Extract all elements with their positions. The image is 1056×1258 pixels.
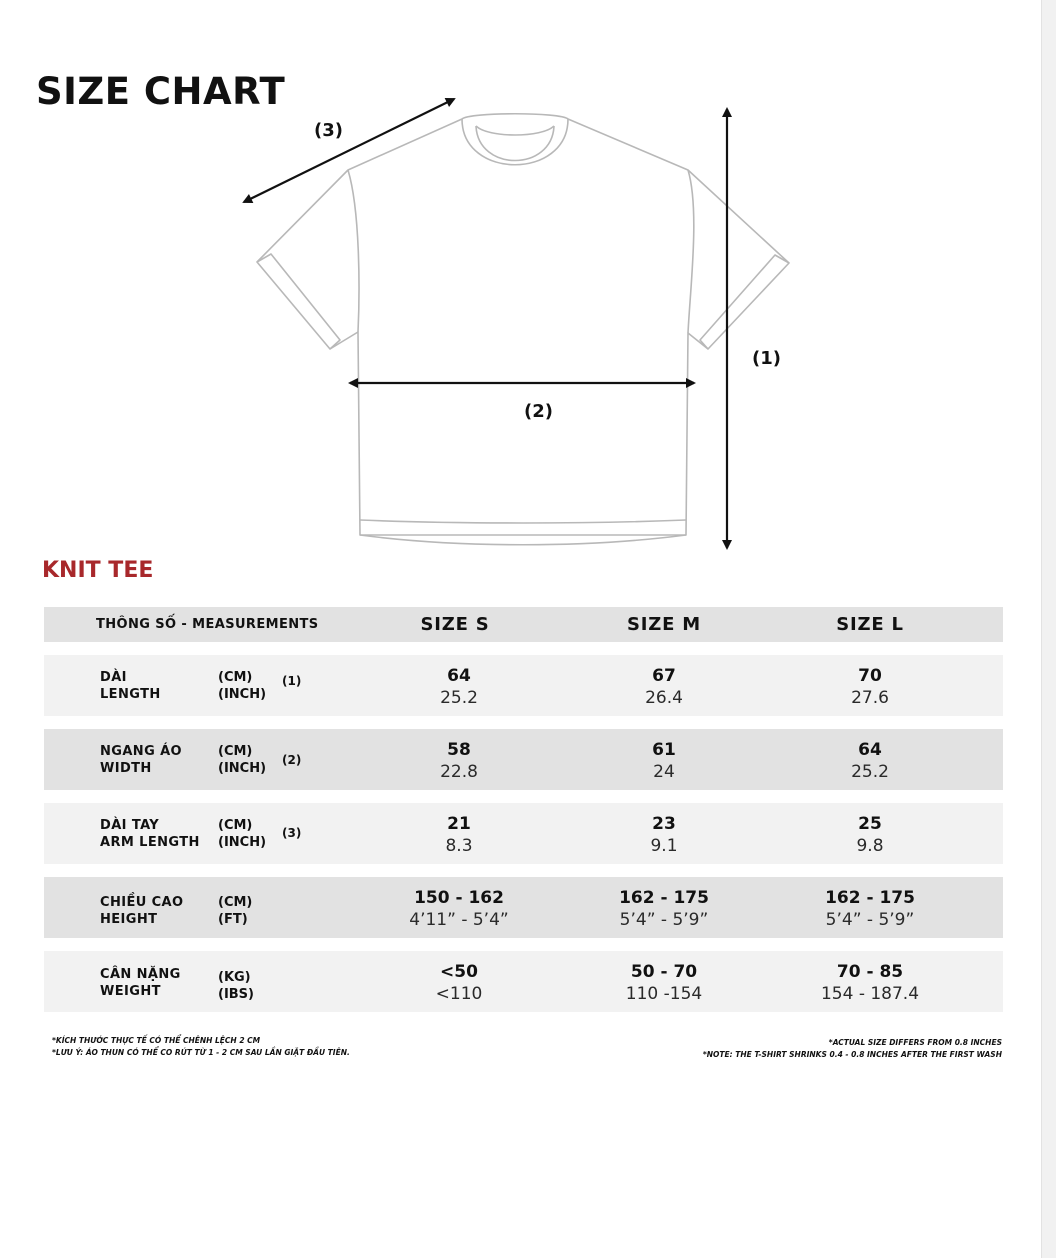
- row-reference: (1): [282, 674, 302, 688]
- cell-size-m: [564, 961, 764, 1005]
- row-label-en: LENGTH: [100, 687, 161, 702]
- row-label: [100, 966, 181, 1000]
- value-secondary: 154 - 187.4: [820, 984, 920, 1004]
- table-row-length: [44, 655, 1003, 716]
- value-secondary: 9.1: [650, 836, 678, 856]
- value-primary: 25: [858, 814, 882, 834]
- row-label-en: WEIGHT: [100, 984, 161, 999]
- row-label-vi: CHIỀU CAO: [100, 895, 184, 910]
- row-label: [100, 894, 183, 928]
- row-units: [218, 969, 254, 1003]
- length-marker: (1): [752, 348, 781, 369]
- row-units: [218, 743, 266, 777]
- value-primary: 50 - 70: [630, 962, 698, 982]
- cell-size-s: [359, 961, 559, 1005]
- unit-primary: (CM): [218, 744, 253, 759]
- size-m-header: SIZE M: [627, 614, 701, 635]
- cell-size-s: [359, 739, 559, 783]
- value-secondary: 5’4” - 5’9”: [825, 910, 915, 930]
- table-row-width: [44, 729, 1003, 790]
- footnote-en-line: *ACTUAL SIZE DIFFERS FROM 0.8 INCHES: [828, 1038, 1002, 1047]
- value-primary: 64: [858, 740, 882, 760]
- value-primary: 67: [652, 666, 676, 686]
- row-label-vi: DÀI: [100, 670, 127, 685]
- value-primary: 23: [652, 814, 676, 834]
- value-primary: 64: [447, 666, 471, 686]
- unit-primary: (CM): [218, 818, 253, 833]
- value-primary: 58: [447, 740, 471, 760]
- value-secondary: 25.2: [851, 762, 889, 782]
- value-primary: 70: [858, 666, 882, 686]
- row-label-en: WIDTH: [100, 761, 152, 776]
- unit-secondary: (IBS): [218, 987, 254, 1002]
- cell-size-l: [770, 739, 970, 783]
- row-reference: (3): [282, 826, 302, 840]
- page-title: SIZE CHART: [36, 70, 286, 113]
- footnote-vi-line: *LƯU Ý: ÁO THUN CÓ THỂ CO RÚT TỪ 1 - 2 CM SAU LẦN GIẶT ĐẦU TIÊN.: [52, 1048, 350, 1057]
- row-units: [218, 669, 266, 703]
- value-primary: 162 - 175: [825, 888, 915, 908]
- row-reference: (2): [282, 753, 302, 767]
- value-secondary: 25.2: [440, 688, 478, 708]
- cell-size-m: [564, 813, 764, 857]
- cell-size-l: [770, 813, 970, 857]
- value-primary: 162 - 175: [619, 888, 709, 908]
- value-secondary: 22.8: [440, 762, 478, 782]
- value-primary: 21: [447, 814, 471, 834]
- size-l-header: SIZE L: [836, 614, 904, 635]
- cell-size-l: [770, 665, 970, 709]
- row-units: [218, 817, 266, 851]
- footnote-vi-line: *KÍCH THƯỚC THỰC TẾ CÓ THỂ CHÊNH LỆCH 2 CM: [52, 1036, 261, 1045]
- row-label-vi: NGANG ÁO: [100, 744, 182, 759]
- unit-secondary: (INCH): [218, 687, 267, 702]
- row-label: [100, 817, 200, 851]
- table-row-arm-length: [44, 803, 1003, 864]
- cell-size-m: [564, 887, 764, 931]
- unit-secondary: (INCH): [218, 761, 267, 776]
- unit-secondary: (INCH): [218, 835, 267, 850]
- cell-size-s: [359, 813, 559, 857]
- cell-size-s: [359, 665, 559, 709]
- value-secondary: <110: [435, 984, 483, 1004]
- table-row-weight: [44, 951, 1003, 1012]
- cell-size-l: [770, 961, 970, 1005]
- cell-size-m: [564, 665, 764, 709]
- size-s-header: SIZE S: [420, 614, 490, 635]
- footnote-vi: [52, 1035, 350, 1059]
- measurements-header: THÔNG SỐ - MEASUREMENTS: [96, 617, 319, 632]
- cell-size-m: [564, 739, 764, 783]
- unit-primary: (CM): [218, 895, 253, 910]
- row-label-vi: CÂN NẶNG: [100, 967, 181, 982]
- product-name: KNIT TEE: [42, 558, 154, 583]
- cell-size-l: [770, 887, 970, 931]
- value-secondary: 4’11” - 5’4”: [409, 910, 509, 930]
- unit-primary: (CM): [218, 670, 253, 685]
- value-primary: 70 - 85: [836, 962, 904, 982]
- arm-length-marker: (3): [314, 120, 343, 141]
- unit-secondary: (FT): [218, 912, 248, 927]
- unit-primary: (KG): [218, 970, 251, 985]
- value-primary: 61: [652, 740, 676, 760]
- value-secondary: 26.4: [645, 688, 683, 708]
- value-secondary: 8.3: [445, 836, 473, 856]
- value-secondary: 110 -154: [625, 984, 703, 1004]
- table-row-height: [44, 877, 1003, 938]
- value-secondary: 9.8: [856, 836, 884, 856]
- footnote-en-line: *NOTE: THE T-SHIRT SHRINKS 0.4 - 0.8 INCHES AFTER THE FIRST WASH: [702, 1050, 1002, 1059]
- row-label: [100, 669, 161, 703]
- value-secondary: 24: [653, 762, 675, 782]
- tshirt-diagram: [0, 0, 1056, 560]
- arm-length-arrow: [244, 99, 454, 202]
- value-secondary: 27.6: [851, 688, 889, 708]
- measurement-arrows: [244, 99, 727, 548]
- row-label: [100, 743, 182, 777]
- row-units: [218, 894, 252, 928]
- row-label-en: ARM LENGTH: [100, 835, 200, 850]
- row-label-vi: DÀI TAY: [100, 818, 160, 833]
- value-secondary: 5’4” - 5’9”: [619, 910, 709, 930]
- tshirt-outline: [257, 114, 789, 545]
- value-primary: <50: [440, 962, 478, 982]
- value-primary: 150 - 162: [414, 888, 504, 908]
- row-label-en: HEIGHT: [100, 912, 158, 927]
- footnote-en: [703, 1037, 1002, 1061]
- cell-size-s: [359, 887, 559, 931]
- width-marker: (2): [524, 401, 553, 422]
- size-table-header: [44, 607, 1003, 642]
